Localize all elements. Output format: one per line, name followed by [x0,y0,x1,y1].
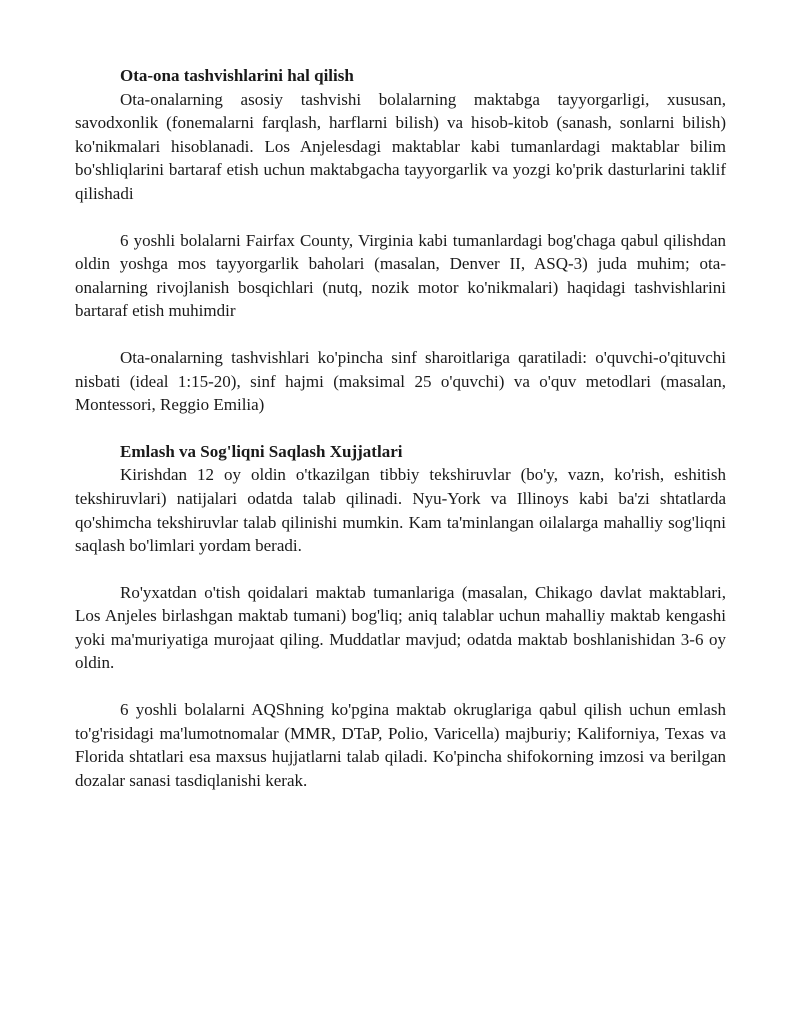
paragraph: Ro'yxatdan o'tish qoidalari maktab tumanlariga (masalan, Chikago davlat maktablari, Los Anjeles birlashgan maktab tumani) bog'liq; aniq talablar uchun mahalliy maktab kengashi yoki ma'muriyatiga murojaat qiling. Muddatlar mavjud; odatda maktab boshlanishidan 3-6 oy oldin. [75,582,726,673]
section-vaccination-health [75,440,726,793]
section-heading: Ota-ona tashvishlarini hal qilish [120,66,354,85]
paragraph: Kirishdan 12 oy oldin o'tkazilgan tibbiy tekshiruvlar (bo'y, vazn, ko'rish, eshitish tekshiruvlari) natijalari odatda talab qilinadi. Nyu-York va Illinoys kabi ba'zi shtatlarda qo'shimcha tekshiruvlar talab qilinishi mumkin. Kam ta'minlangan oilalarga mahalliy sog'liqni saqlash bo'limlari yordam beradi. [75,465,726,556]
paragraph: 6 yoshli bolalarni AQShning ko'pgina maktab okruglariga qabul qilish uchun emlash to'g'risidagi ma'lumotnomalar (MMR, DTaP, Polio, Varicella) majburiy; Kaliforniya, Texas va Florida shtatlari esa maxsus hujjatlarni talab qiladi. Ko'pincha shifokorning imzosi va berilgan dozalar sanasi tasdiqlanishi kerak. [75,700,726,790]
paragraph: Ota-onalarning asosiy tashvishi bolalarning maktabga tayyorgarligi, xususan, savodxonlik (fonemalarni farqlash, harflarni bilish) va hisob-kitob (sanash, sonlarni bilish) ko'nikmalari hisoblanadi. Los Anjelesdagi maktablar kabi tumanlardagi maktablar bilim bo'shliqlarini bartaraf etish uchun maktabgacha tayyorgarlik va yozgi ko'prik dasturlarini taklif qilishadi [75,89,726,203]
document-page [75,64,726,792]
section-heading: Emlash va Sog'liqni Saqlash Xujjatlari [120,441,403,461]
section-parent-concerns [75,64,726,417]
paragraph: Ota-onalarning tashvishlari ko'pincha sinf sharoitlariga qaratiladi: o'quvchi-o'qituvchi nisbati (ideal 1:15-20), sinf hajmi (maksimal 25 o'quvchi) va o'quv metodlari (masalan, Montessori, Reggio Emilia) [75,347,726,415]
section-spacer [75,417,726,440]
paragraph: 6 yoshli bolalarni Fairfax County, Virginia kabi tumanlardagi bog'chaga qabul qilishdan oldin yoshga mos tayyorgarlik baholari (masalan, Denver II, ASQ-3) juda muhim; ota-onalarning rivojlanish bosqichlari (nutq, nozik motor ko'nikmalari) haqidagi tashvishlarini bartaraf etish muhimdir [75,230,726,321]
